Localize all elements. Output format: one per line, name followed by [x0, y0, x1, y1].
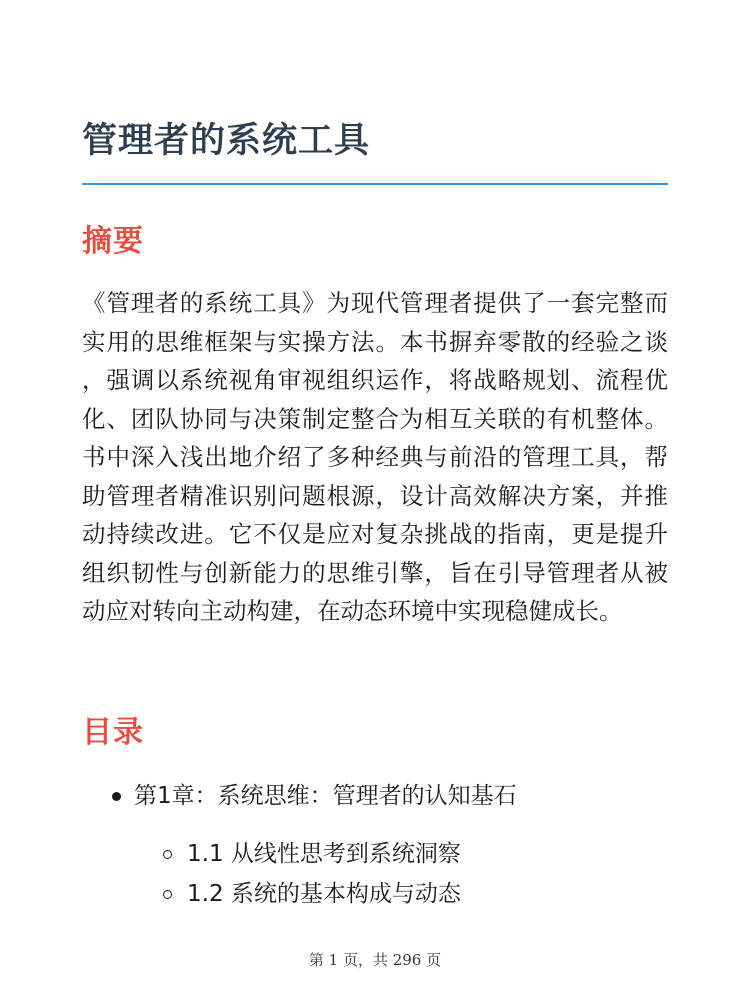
toc-chapter-label: 第1章：系统思维：管理者的认知基石 [134, 783, 517, 809]
document-title: 管理者的系统工具 [82, 121, 371, 161]
toc-section-label: 1.2 系统的基本构成与动态 [187, 881, 461, 907]
bullet-dot-icon [112, 792, 121, 801]
toc-section-1-1[interactable] [82, 834, 668, 874]
toc-chapter-1[interactable] [82, 776, 668, 907]
bullet-circle-icon [163, 890, 172, 899]
table-of-contents [82, 776, 668, 907]
toc-section-1-2[interactable] [82, 874, 668, 914]
toc-section-label: 1.1 从线性思考到系统洞察 [187, 841, 461, 867]
toc-heading: 目录 [82, 715, 144, 750]
summary-heading: 摘要 [82, 224, 144, 259]
bullet-circle-icon [163, 850, 172, 859]
summary-paragraph: 《管理者的系统工具》为现代管理者提供了一套完整而实用的思维框架与实操方法。本书摒弃零散的经验之谈，强调以系统视角审视组织运作，将战略规划、流程优化、团队协同与决策制定整合为相互关联的有机整体。书中深入浅出地介绍了多种经典与前沿的管理工具，帮助管理者精准识别问题根源，设计高效解决方案，并推动持续改进。它不仅是应对复杂挑战的指南，更是提升组织韧性与创新能力的思维引擎，旨在引导管理者从被动应对转向主动构建，在动态环境中实现稳健成长。 [82, 289, 668, 625]
page-number-footer: 第 1 页，共 296 页 [308, 951, 442, 969]
toc-chapter-1-sections [134, 834, 668, 914]
title-divider [82, 183, 668, 185]
